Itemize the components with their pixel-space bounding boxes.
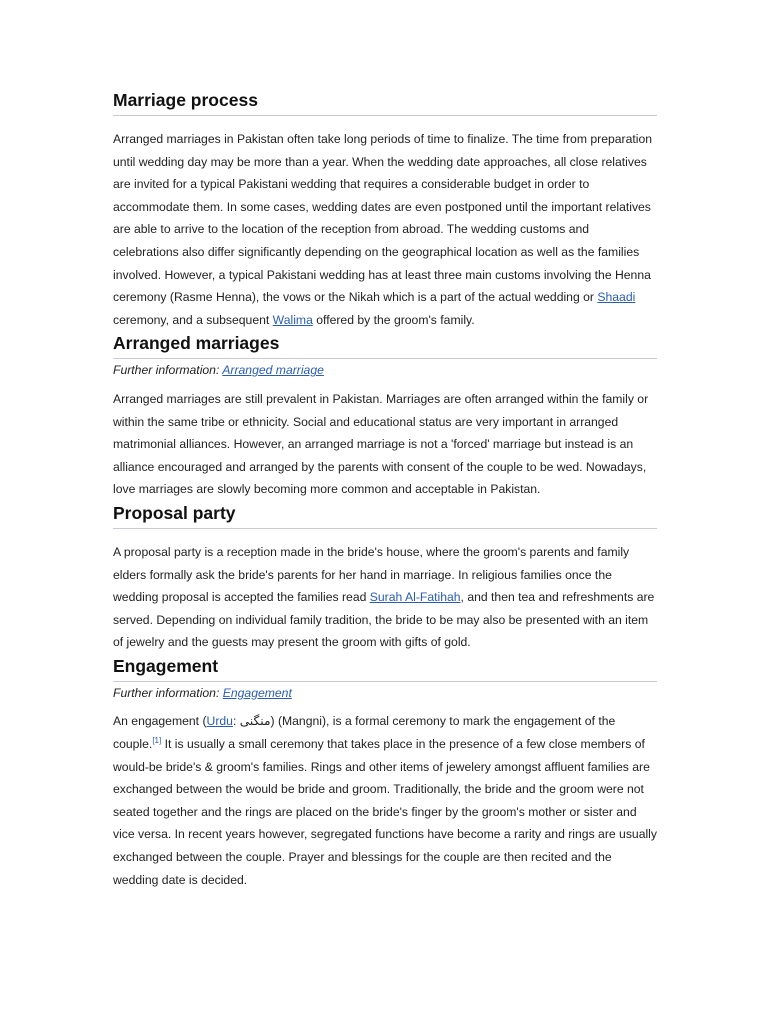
heading-engagement: Engagement <box>113 654 657 682</box>
link-shaadi[interactable]: Shaadi <box>597 290 636 305</box>
heading-arranged-marriages: Arranged marriages <box>113 331 657 359</box>
paragraph-text: offered by the groom's family. <box>312 312 475 327</box>
paragraph-proposal-party <box>113 541 657 654</box>
link-arranged-marriage[interactable]: Arranged marriage <box>222 363 324 378</box>
paragraph-text: Arranged marriages in Pakistan often take long periods of time to finalize. The time from preparation until wedding day may be more than a year. When the wedding date approaches, all close relatives are invited for a typical Pakistani wedding that requires a considerable budget in order to accommodate them. In some cases, wedding dates are even postponed until the important relatives are able to arrive to the location of the reception from abroad. The wedding customs and celebrations also differ significantly depending on the geographical location as well as the families involved. However, a typical Pakistani wedding has at least three main customs involving the Henna ceremony (Rasme Henna), the vows or the Nikah which is a part of the actual wedding or <box>113 132 653 305</box>
paragraph-text: It is usually a small ceremony that takes place in the presence of a few close members of would-be bride's & groom's families. Rings and other items of jewelery amongst affluent families are exchanged between the would be bride and groom. Traditionally, the bride and the groom were not seated together and the rings are placed on the bride's finger by the groom's mother or sister and vice versa. In recent years however, segregated functions have become a rarity and rings are usually exchanged between the couple. Prayer and blessings for the couple are then recited and the wedding date is decided. <box>113 737 657 887</box>
section-marriage-process <box>113 88 657 331</box>
paragraph-marriage-process <box>113 128 657 331</box>
link-surah-al-fatihah[interactable]: Surah Al-Fatihah <box>369 590 461 605</box>
paragraph-text: ceremony, and a subsequent <box>113 312 273 327</box>
citation-1 <box>152 736 161 745</box>
paragraph-engagement <box>113 710 657 891</box>
paragraph-text: A proposal party is a reception made in the bride's house, where the groom's parents and family elders formally ask the bride's parents for her hand in marriage. In religious families once the wedding proposal is accepted the families read <box>113 544 630 605</box>
heading-proposal-party: Proposal party <box>113 501 657 529</box>
citation-link[interactable]: [1] <box>152 736 162 745</box>
section-proposal-party <box>113 501 657 654</box>
section-arranged-marriages <box>113 331 657 501</box>
paragraph-text: ) (Mangni), is a formal ceremony to mark the engagement of the couple. <box>113 714 616 752</box>
urdu-word: منگنی <box>239 714 271 729</box>
link-walima[interactable]: Walima <box>272 312 313 327</box>
paragraph-text: An engagement ( <box>113 714 207 729</box>
further-information-label: Further information: <box>113 363 223 378</box>
section-engagement <box>113 654 657 891</box>
further-information-arranged <box>113 359 657 382</box>
paragraph-text: , and then tea and refreshments are served. Depending on individual family tradition, the bride to be may also be presented with an item of jewelry and the guests may present the groom with gifts of gold. <box>113 590 655 650</box>
paragraph-arranged-marriages: Arranged marriages are still prevalent in Pakistan. Marriages are often arranged within the family or within the same tribe or ethnicity. Social and educational status are very important in arranged matrimonial alliances. However, an arranged marriage is not a 'forced' marriage but instead is an alliance encouraged and arranged by the parents with consent of the couple to be wed. Nowadays, love marriages are slowly becoming more common and acceptable in Pakistan. <box>113 391 649 497</box>
further-information-label: Further information: <box>113 685 223 700</box>
link-urdu[interactable]: Urdu <box>206 714 233 729</box>
heading-marriage-process: Marriage process <box>113 88 657 116</box>
article-content <box>113 88 657 891</box>
further-information-engagement <box>113 682 657 705</box>
paragraph-text: : <box>232 714 240 729</box>
link-engagement[interactable]: Engagement <box>222 685 292 700</box>
